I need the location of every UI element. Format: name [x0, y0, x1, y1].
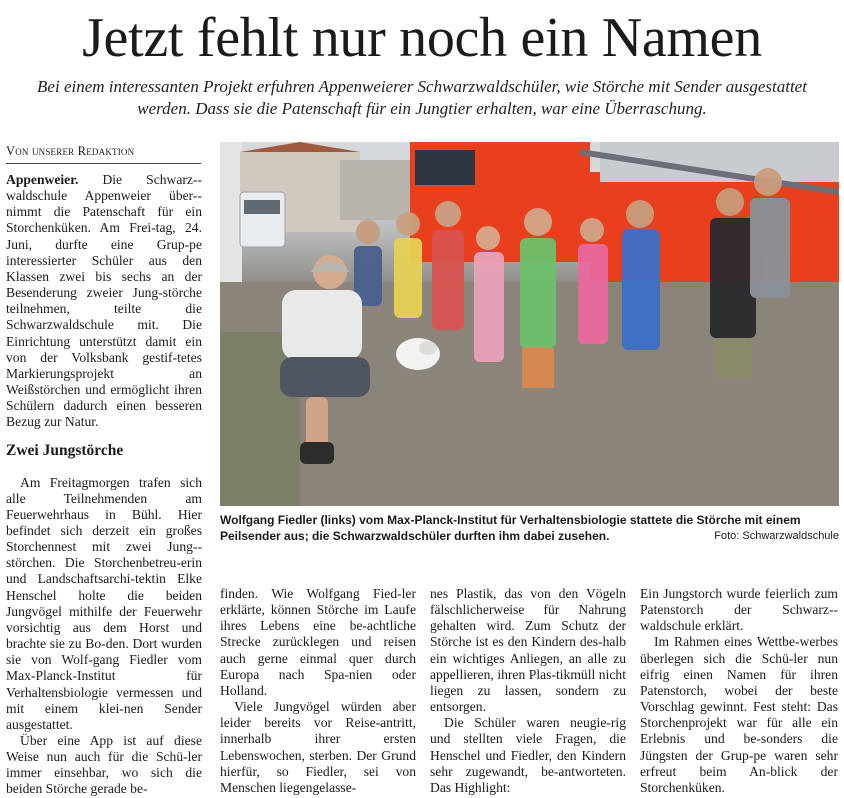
- body-paragraph: Im Rahmen eines Wettbe-werbes überlegen sich die Schü-ler nun eifrig einen Namen für ihren Patenstorch, wobei der beste Vorschlag gewinnt. Fest steht: Das Storchenprojekt war für alle ein Erlebnis und be-sonders die Jüngsten der Grup-pe waren sehr erfreut beim An-blick der Storchenküken.: [640, 634, 838, 795]
- article-photo: [220, 142, 839, 506]
- column-4: [640, 586, 838, 796]
- headline: Jetzt fehlt nur noch ein Namen: [82, 7, 762, 69]
- body-paragraph: nes Plastik, das von den Vögeln fälschlicherweise für Nahrung gehalten wird. Zum Schutz der Störche ist es den Kindern des-halb ein wichtiges Anliegen, an alle zu appellieren, ihren Plas-tikmüll nicht liegen zu lassen, sondern zu entsorgen.: [430, 586, 626, 715]
- body-paragraph: Ein Jungstorch wurde feierlich zum Patenstorch der Schwarz-waldschule erklärt.: [640, 586, 838, 634]
- column-2: [220, 586, 416, 796]
- byline: Von unserer Redaktion: [6, 143, 201, 164]
- section-subhead: Zwei Jungstörche: [6, 441, 124, 459]
- photo-caption: [220, 512, 839, 544]
- body-paragraph: Am Freitagmorgen trafen sich alle Teilnehmenden am Feuerwehrhaus in Bühl. Hier befindet sich derzeit ein großes Storchennest mit zwei Jung-störchen. Die Storchenbetreu-erin und Landschaftsarchi-tektin Elke Henschel holte die beiden Jungvögel mithilfe der Feuerwehr vorsichtig aus dem Horst und brachte sie zu Bo-den. Dort wurden sie von Wolf-gang Fiedler vom Max-Planck-Institut für Verhaltensbiologie vermessen und mit einem klei-nen Sender ausgestattet.: [6, 474, 202, 732]
- column-3: [430, 586, 626, 796]
- photo-credit: Foto: Schwarzwaldschule: [714, 530, 839, 542]
- body-paragraph: Über eine App ist auf diese Weise nun auch für die Schü-ler immer einsehbar, wo sich die beiden Störche gerade be-: [6, 733, 202, 797]
- column-1: [6, 172, 202, 798]
- caption-text: Wolfgang Fiedler (links) vom Max-Planck-Institut für Verhaltensbiologie stattete die Störche mit einem Peilsender aus; die Schwarzwaldschüler durften ihm dabei zusehen.: [220, 513, 801, 543]
- dateline: Appenweier.: [6, 172, 79, 187]
- intro-text: Die Schwarz-waldschule Appenweier über-nimmt die Patenschaft für ein Storchenküken. Am Frei-tag, 24. Juni, durfte eine Grup-pe interessierter Schüler aus den Klassen zwei bis sechs an der Besenderung zweier Jung-störche teilnehmen, teilte die Schwarzwaldschule mit. Die Einrichtung unterstützt damit ein von der Volksbank gestif-tetes Markierungsprojekt an Weißstörchen und ermöglicht ihren Schülern dadurch einen besseren Bezug zur Natur.: [6, 172, 202, 430]
- photo-illustration: [220, 142, 839, 506]
- intro-paragraph: [6, 172, 202, 431]
- body-paragraph: Viele Jungvögel würden aber leider bereits vor Reise-antritt, innerhalb ihrer ersten Lebenswochen, sterben. Der Grund hierfür, so Fiedler, sei von Menschen liegengelasse-: [220, 699, 416, 795]
- body-paragraph: Die Schüler waren neugie-rig und stellten viele Fragen, die Henschel und Fiedler, den Kindern sehr zugewandt, be-antworteten. Das Highlight:: [430, 715, 626, 795]
- subheadline: Bei einem interessanten Projekt erfuhren Appenweierer Schwarzwaldschüler, wie Störche mit Sender ausgestattet werden. Dass sie die Patenschaft für ein Jungtier erhalten, war eine Überraschung.: [37, 77, 807, 118]
- body-paragraph: finden. Wie Wolfgang Fied-ler erklärte, können Störche im Laufe ihres Lebens eine be-achtliche Strecke zurücklegen und reisen auch gerne einmal quer durch Europa nach Spa-nien oder Holland.: [220, 586, 416, 698]
